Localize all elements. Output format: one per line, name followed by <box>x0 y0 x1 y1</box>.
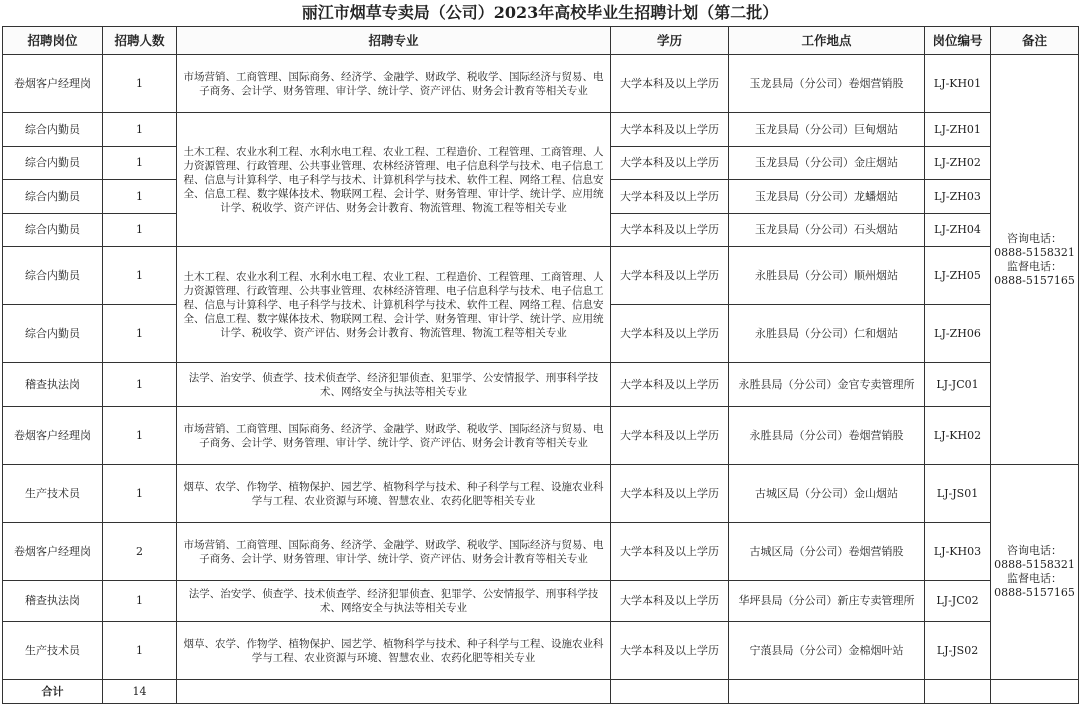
note-cell: 咨询电话：0888-5158321 监督电话：0888-5157165 <box>991 55 1079 465</box>
location-cell: 古城区局（分公司）金山烟站 <box>729 465 925 523</box>
count-cell: 1 <box>103 363 177 407</box>
position-cell: 生产技术员 <box>3 622 103 680</box>
code-cell: LJ-KH01 <box>925 55 991 113</box>
code-cell: LJ-KH02 <box>925 407 991 465</box>
code-cell: LJ-JS02 <box>925 622 991 680</box>
education-cell: 大学本科及以上学历 <box>611 113 729 147</box>
total-count: 14 <box>103 680 177 704</box>
count-cell: 1 <box>103 113 177 147</box>
table-row <box>3 523 1079 581</box>
count-cell: 1 <box>103 581 177 622</box>
major-cell: 法学、治安学、侦查学、技术侦查学、经济犯罪侦查、犯罪学、公安情报学、刑事科学技术、网络安全与执法等相关专业 <box>177 363 611 407</box>
education-cell: 大学本科及以上学历 <box>611 581 729 622</box>
header-education: 学历 <box>611 27 729 55</box>
header-position: 招聘岗位 <box>3 27 103 55</box>
table-row <box>3 113 1079 147</box>
location-cell: 华坪县局（分公司）新庄专卖管理所 <box>729 581 925 622</box>
location-cell: 永胜县局（分公司）顺州烟站 <box>729 247 925 305</box>
major-cell: 市场营销、工商管理、国际商务、经济学、金融学、财政学、税收学、国际经济与贸易、电子商务、会计学、财务管理、审计学、统计学、资产评估、财务会计教育等相关专业 <box>177 55 611 113</box>
count-cell: 1 <box>103 180 177 214</box>
position-cell: 综合内勤员 <box>3 214 103 247</box>
header-note: 备注 <box>991 27 1079 55</box>
education-cell: 大学本科及以上学历 <box>611 523 729 581</box>
education-cell: 大学本科及以上学历 <box>611 363 729 407</box>
table-row <box>3 55 1079 113</box>
count-cell: 1 <box>103 407 177 465</box>
table-row <box>3 247 1079 305</box>
location-cell: 玉龙县局（分公司）巨甸烟站 <box>729 113 925 147</box>
code-cell: LJ-ZH04 <box>925 214 991 247</box>
major-cell: 市场营销、工商管理、国际商务、经济学、金融学、财政学、税收学、国际经济与贸易、电子商务、会计学、财务管理、审计学、统计学、资产评估、财务会计教育等相关专业 <box>177 523 611 581</box>
position-cell: 稽查执法岗 <box>3 363 103 407</box>
location-cell: 古城区局（分公司）卷烟营销股 <box>729 523 925 581</box>
education-cell: 大学本科及以上学历 <box>611 214 729 247</box>
major-cell: 烟草、农学、作物学、植物保护、园艺学、植物科学与技术、种子科学与工程、设施农业科学与工程、农业资源与环境、智慧农业、农药化肥等相关专业 <box>177 465 611 523</box>
position-cell: 生产技术员 <box>3 465 103 523</box>
education-cell: 大学本科及以上学历 <box>611 465 729 523</box>
location-cell: 玉龙县局（分公司）石头烟站 <box>729 214 925 247</box>
code-cell: LJ-ZH01 <box>925 113 991 147</box>
empty-cell <box>991 680 1079 704</box>
education-cell: 大学本科及以上学历 <box>611 622 729 680</box>
count-cell: 1 <box>103 465 177 523</box>
position-cell: 综合内勤员 <box>3 305 103 363</box>
total-row <box>3 680 1079 704</box>
header-code: 岗位编号 <box>925 27 991 55</box>
table-row <box>3 622 1079 680</box>
education-cell: 大学本科及以上学历 <box>611 247 729 305</box>
count-cell: 1 <box>103 147 177 180</box>
code-cell: LJ-ZH05 <box>925 247 991 305</box>
code-cell: LJ-JC02 <box>925 581 991 622</box>
note-cell: 咨询电话：0888-5158321 监督电话：0888-5157165 <box>991 465 1079 680</box>
header-row <box>3 27 1079 55</box>
count-cell: 2 <box>103 523 177 581</box>
recruitment-table <box>2 26 1079 704</box>
header-count: 招聘人数 <box>103 27 177 55</box>
table-row <box>3 363 1079 407</box>
position-cell: 卷烟客户经理岗 <box>3 523 103 581</box>
header-location: 工作地点 <box>729 27 925 55</box>
major-cell: 土木工程、农业水利工程、水利水电工程、农业工程、工程造价、工程管理、工商管理、人力资源管理、行政管理、公共事业管理、农林经济管理、电子信息科学与技术、电子信息工程、信息与计算科学、电子科学与技术、计算机科学与技术、软件工程、网络工程、信息安全、信息工程、数字媒体技术、物联网工程、会计学、财务管理、审计学、统计学、应用统计学、税收学、资产评估、财务会计教育、物流管理、物流工程等相关专业 <box>177 113 611 247</box>
empty-cell <box>177 680 611 704</box>
education-cell: 大学本科及以上学历 <box>611 55 729 113</box>
education-cell: 大学本科及以上学历 <box>611 305 729 363</box>
location-cell: 玉龙县局（分公司）金庄烟站 <box>729 147 925 180</box>
count-cell: 1 <box>103 622 177 680</box>
table-row <box>3 581 1079 622</box>
count-cell: 1 <box>103 305 177 363</box>
empty-cell <box>611 680 729 704</box>
code-cell: LJ-ZH03 <box>925 180 991 214</box>
position-cell: 稽查执法岗 <box>3 581 103 622</box>
empty-cell <box>729 680 925 704</box>
location-cell: 玉龙县局（分公司）龙蟠烟站 <box>729 180 925 214</box>
table-row <box>3 407 1079 465</box>
code-cell: LJ-JS01 <box>925 465 991 523</box>
count-cell: 1 <box>103 214 177 247</box>
education-cell: 大学本科及以上学历 <box>611 147 729 180</box>
code-cell: LJ-ZH06 <box>925 305 991 363</box>
major-cell: 法学、治安学、侦查学、技术侦查学、经济犯罪侦查、犯罪学、公安情报学、刑事科学技术、网络安全与执法等相关专业 <box>177 581 611 622</box>
count-cell: 1 <box>103 55 177 113</box>
position-cell: 卷烟客户经理岗 <box>3 407 103 465</box>
code-cell: LJ-ZH02 <box>925 147 991 180</box>
code-cell: LJ-JC01 <box>925 363 991 407</box>
location-cell: 永胜县局（分公司）卷烟营销股 <box>729 407 925 465</box>
table-row <box>3 465 1079 523</box>
location-cell: 永胜县局（分公司）金官专卖管理所 <box>729 363 925 407</box>
page-title: 丽江市烟草专卖局（公司）2023年高校毕业生招聘计划（第二批） <box>301 3 779 22</box>
count-cell: 1 <box>103 247 177 305</box>
major-cell: 市场营销、工商管理、国际商务、经济学、金融学、财政学、税收学、国际经济与贸易、电子商务、会计学、财务管理、审计学、统计学、资产评估、财务会计教育等相关专业 <box>177 407 611 465</box>
location-cell: 玉龙县局（分公司）卷烟营销股 <box>729 55 925 113</box>
location-cell: 宁蒗县局（分公司）金棉烟叶站 <box>729 622 925 680</box>
total-label: 合计 <box>3 680 103 704</box>
education-cell: 大学本科及以上学历 <box>611 407 729 465</box>
position-cell: 综合内勤员 <box>3 180 103 214</box>
position-cell: 综合内勤员 <box>3 147 103 180</box>
header-major: 招聘专业 <box>177 27 611 55</box>
location-cell: 永胜县局（分公司）仁和烟站 <box>729 305 925 363</box>
major-cell: 土木工程、农业水利工程、水利水电工程、农业工程、工程造价、工程管理、工商管理、人力资源管理、行政管理、公共事业管理、农林经济管理、电子信息科学与技术、电子信息工程、信息与计算科学、电子科学与技术、计算机科学与技术、软件工程、网络工程、信息安全、信息工程、数字媒体技术、物联网工程、会计学、财务管理、审计学、统计学、应用统计学、税收学、资产评估、财务会计教育、物流管理、物流工程等相关专业 <box>177 247 611 363</box>
position-cell: 卷烟客户经理岗 <box>3 55 103 113</box>
code-cell: LJ-KH03 <box>925 523 991 581</box>
empty-cell <box>925 680 991 704</box>
education-cell: 大学本科及以上学历 <box>611 180 729 214</box>
position-cell: 综合内勤员 <box>3 113 103 147</box>
position-cell: 综合内勤员 <box>3 247 103 305</box>
major-cell: 烟草、农学、作物学、植物保护、园艺学、植物科学与技术、种子科学与工程、设施农业科学与工程、农业资源与环境、智慧农业、农药化肥等相关专业 <box>177 622 611 680</box>
